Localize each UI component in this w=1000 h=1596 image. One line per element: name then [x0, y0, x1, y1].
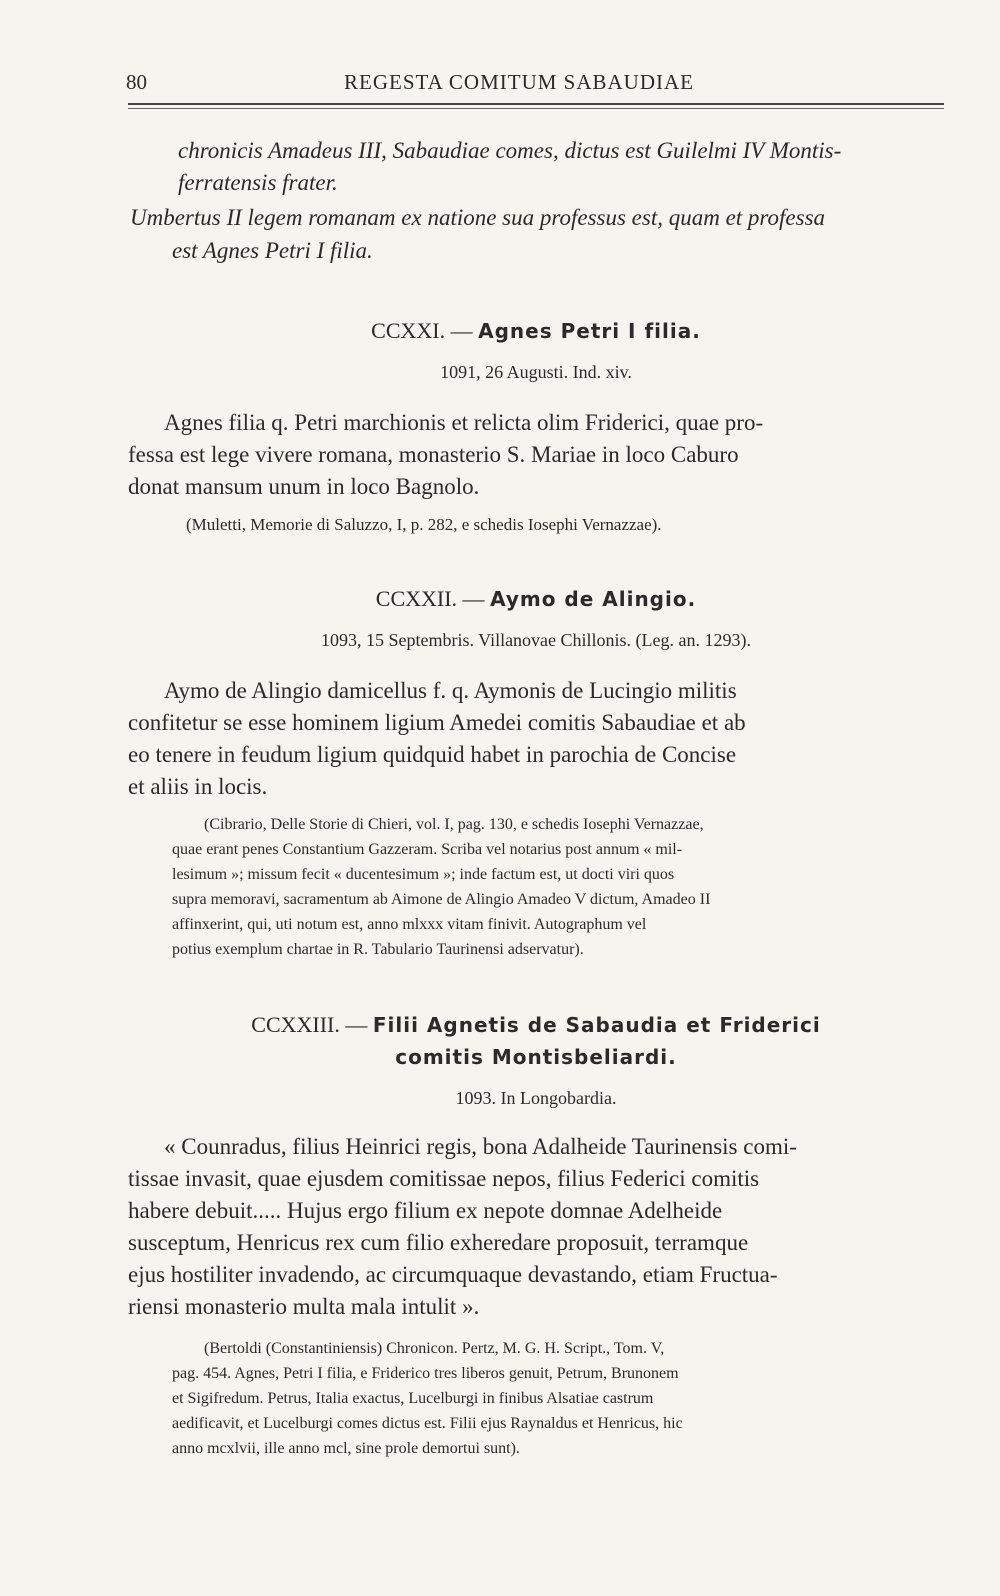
- entry-text-line: donat mansum unum in loco Bagnolo.: [128, 474, 480, 499]
- entry-title: Agnes Petri I filia.: [478, 319, 701, 343]
- intro-line: ferratensis frater.: [178, 170, 338, 195]
- intro-line: Umbertus II legem romanam ex natione sua professus est, quam et professa: [130, 205, 826, 230]
- entry-date: 1093. In Longobardia.: [455, 1088, 617, 1108]
- entry-text-line: et aliis in locis.: [128, 774, 268, 799]
- entry-text-line: eo tenere in feudum ligium quidquid habet in parochia de Concise: [128, 742, 737, 767]
- entry-note-line: pag. 454. Agnes, Petri I filia, e Friderico tres liberos genuit, Petrum, Brunonem: [172, 1365, 679, 1382]
- page-number: 80: [126, 70, 147, 94]
- entry-text-line: « Counradus, filius Heinrici regis, bona Adalheide Taurinensis comi-: [164, 1134, 797, 1159]
- entry-text-line: riensi monasterio multa mala intulit ».: [128, 1294, 480, 1319]
- entry-note-line: potius exemplum chartae in R. Tabulario Taurinensi adservatur).: [172, 941, 584, 958]
- intro-line: chronicis Amadeus III, Sabaudiae comes, dictus est Guilelmi IV Montis-: [178, 138, 842, 163]
- entry-note-line: et Sigifredum. Petrus, Italia exactus, Lucelburgi in finibus Alsatiae castrum: [172, 1390, 654, 1407]
- entry-date: 1093, 15 Septembris. Villanovae Chillonis. (Leg. an. 1293).: [320, 630, 752, 650]
- entry-text-line: habere debuit..... Hujus ergo filium ex nepote domnae Adelheide: [128, 1198, 723, 1223]
- entry-text-line: tissae invasit, quae ejusdem comitissae nepos, filius Federici comitis: [128, 1166, 760, 1191]
- entry-title: Filii Agnetis de Sabaudia et Friderici: [372, 1013, 821, 1037]
- entry-note-line: anno mcxlvii, ille anno mcl, sine prole demortui sunt).: [172, 1440, 520, 1457]
- page-header: [126, 70, 946, 102]
- entry-title: comitis Montisbeliardi.: [395, 1045, 677, 1069]
- entry-source: (Muletti, Memorie di Saluzzo, I, p. 282, e schedis Iosephi Vernazzae).: [186, 515, 662, 534]
- entry-number: CCXXI. —: [371, 318, 473, 343]
- header-rule-thin: [128, 108, 944, 109]
- entry-heading-line2: [128, 1044, 944, 1070]
- entry-note-line: affinxerint, qui, uti notum est, anno mlxxx vitam finivit. Autographum vel: [172, 916, 647, 933]
- entry-text-line: susceptum, Henricus rex cum filio exheredare proposuit, terramque: [128, 1230, 749, 1255]
- running-title: REGESTA COMITUM SABAUDIAE: [344, 70, 694, 94]
- entry-note-line: aedificavit, et Lucelburgi comes dictus est. Filii ejus Raynaldus et Henricus, hic: [172, 1415, 683, 1432]
- entry-number: CCXXIII. —: [251, 1012, 368, 1037]
- entry-note-line: (Cibrario, Delle Storie di Chieri, vol. I, pag. 130, e schedis Iosephi Vernazzae,: [204, 816, 704, 833]
- entry-text-line: fessa est lege vivere romana, monasterio S. Mariae in loco Caburo: [128, 442, 739, 467]
- entry-heading: [128, 586, 944, 612]
- entry-note-line: supra memoravi, sacramentum ab Aimone de Alingio Amadeo V dictum, Amadeo II: [172, 891, 711, 908]
- entry-text-line: Agnes filia q. Petri marchionis et relicta olim Friderici, quae pro-: [164, 410, 764, 435]
- entry-number: CCXXII. —: [375, 586, 485, 611]
- entry-heading: [128, 318, 944, 344]
- entry-text-line: ejus hostiliter invadendo, ac circumquaque devastando, etiam Fructua-: [128, 1262, 778, 1287]
- entry-date: 1091, 26 Augusti. Ind. xiv.: [440, 362, 632, 382]
- intro-line: est Agnes Petri I filia.: [172, 238, 373, 263]
- entry-note-line: quae erant penes Constantium Gazzeram. Scriba vel notarius post annum « mil-: [172, 841, 683, 858]
- header-rule: [128, 103, 944, 105]
- entry-note-line: (Bertoldi (Constantiniensis) Chronicon. Pertz, M. G. H. Script., Tom. V,: [204, 1340, 665, 1357]
- entry-text-line: Aymo de Alingio damicellus f. q. Aymonis de Lucingio militis: [164, 678, 737, 703]
- entry-title: Aymo de Alingio.: [490, 587, 697, 611]
- entry-heading: [128, 1012, 944, 1038]
- entry-note-line: lesimum »; missum fecit « ducentesimum »; inde factum est, ut docti viri quos: [172, 866, 675, 883]
- entry-text-line: confitetur se esse hominem ligium Amedei comitis Sabaudiae et ab: [128, 710, 746, 735]
